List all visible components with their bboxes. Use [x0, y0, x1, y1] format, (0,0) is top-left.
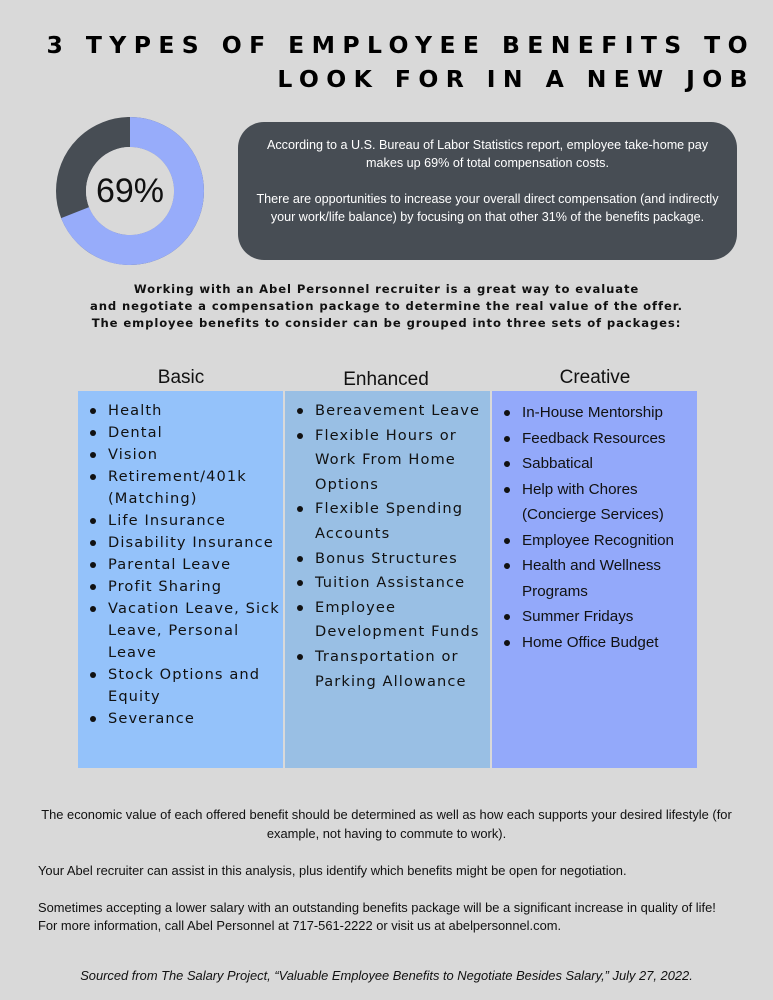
enhanced-column-heading: Enhanced [343, 369, 429, 390]
donut-percent-label: 69% [95, 171, 165, 210]
benefit-list-item: Life Insurance [108, 510, 283, 532]
basic-column-heading: Basic [157, 367, 205, 388]
benefit-list-item: Health [108, 400, 283, 422]
footer-paragraph-2: Your Abel recruiter can assist in this analysis, plus identify which benefits might be open for negotiation. [38, 862, 627, 878]
enhanced-benefits-list [285, 399, 490, 694]
benefit-list-item: Tuition Assistance [315, 571, 490, 596]
benefit-list-item: Stock Options and Equity [108, 664, 283, 708]
benefit-list-item: Help with Chores (Concierge Services) [522, 477, 697, 528]
enhanced-benefits-column [285, 391, 490, 768]
statistic-callout [238, 122, 737, 260]
basic-benefits-column [78, 391, 283, 768]
benefit-list-item: Sabbatical [522, 451, 697, 477]
benefit-list-item: Employee Recognition [522, 528, 697, 554]
benefit-list-item: Vision [108, 444, 283, 466]
benefit-list-item: Transportation or Parking Allowance [315, 645, 490, 694]
benefit-list-item: Dental [108, 422, 283, 444]
creative-column-heading: Creative [559, 367, 631, 388]
benefit-list-item: Employee Development Funds [315, 596, 490, 645]
benefit-list-item: Summer Fridays [522, 604, 697, 630]
statistic-text-1: According to a U.S. Bureau of Labor Statistics report, employee take-home pay makes up 69% of total compensation costs. [266, 138, 708, 170]
benefit-list-item: Profit Sharing [108, 576, 283, 598]
intro-paragraph [40, 281, 733, 332]
title-line-2: LOOK FOR IN A NEW JOB [277, 65, 755, 93]
benefit-list-item: Vacation Leave, Sick Leave, Personal Leave [108, 598, 283, 664]
footer-paragraph-3: Sometimes accepting a lower salary with an outstanding benefits package will be a significant increase in quality of life! For more information, call Abel Personnel at 717-561-2222 or visit us at abelpersonnel.com. [38, 899, 716, 933]
benefit-list-item: Flexible Hours or Work From Home Options [315, 424, 490, 498]
benefit-list-item: Flexible Spending Accounts [315, 497, 490, 546]
benefit-list-item: Disability Insurance [108, 532, 283, 554]
intro-line-3: The employee benefits to consider can be grouped into three sets of packages: [91, 316, 682, 330]
footer-paragraph-1: The economic value of each offered benefit should be determined as well as how each supports your desired lifestyle (for example, not having to commute to work). [41, 807, 732, 841]
intro-line-1: Working with an Abel Personnel recruiter is a great way to evaluate [133, 282, 640, 296]
benefit-list-item: Health and Wellness Programs [522, 553, 697, 604]
benefit-list-item: Bereavement Leave [315, 399, 490, 424]
footer-text [38, 806, 735, 954]
intro-line-2: and negotiate a compensation package to determine the real value of the offer. [90, 299, 683, 313]
title-line-1: 3 TYPES OF EMPLOYEE BENEFITS TO [46, 31, 755, 59]
creative-benefits-column [492, 391, 697, 768]
benefit-list-item: In-House Mentorship [522, 400, 697, 426]
benefit-list-item: Severance [108, 708, 283, 730]
creative-benefits-list [492, 400, 697, 655]
page-title [15, 28, 755, 96]
benefit-list-item: Retirement/401k (Matching) [108, 466, 283, 510]
benefit-list-item: Parental Leave [108, 554, 283, 576]
benefit-list-item: Feedback Resources [522, 426, 697, 452]
basic-benefits-list [78, 400, 283, 730]
benefit-list-item: Bonus Structures [315, 547, 490, 572]
statistic-text-2: There are opportunities to increase your overall direct compensation (and indirectly your work/life balance) by focusing on that other 31% of the benefits package. [256, 192, 719, 224]
benefit-list-item: Home Office Budget [522, 630, 697, 656]
source-citation: Sourced from The Salary Project, “Valuable Employee Benefits to Negotiate Besides Salary,” July 27, 2022. [80, 968, 693, 983]
